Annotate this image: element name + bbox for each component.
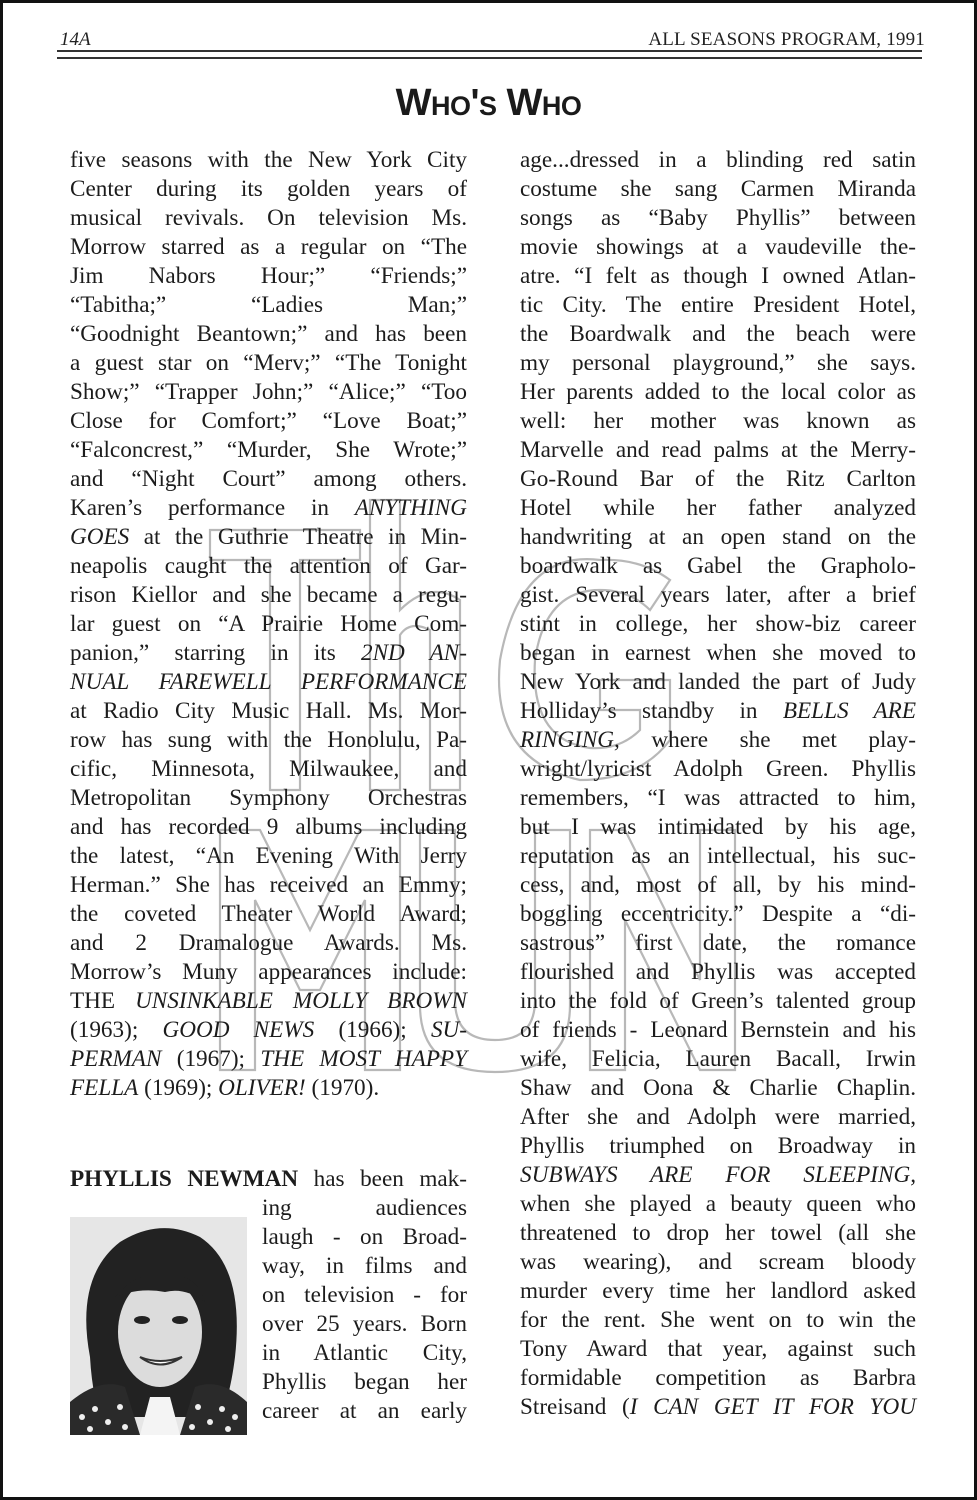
text-line: Morrow starred as a regular on “The (70, 234, 467, 260)
text-line: RINGING, where she met play- (520, 727, 916, 753)
text-line: the coveted Theater World Award; (70, 901, 467, 927)
text-line: rison Kiellor and she became a regu- (70, 582, 467, 608)
text-line: stint in college, her show-biz career (520, 611, 916, 637)
text-line: into the fold of Green’s talented group (520, 988, 916, 1014)
text-line: cess, and, most of all, by his mind- (520, 872, 916, 898)
text-line: murder every time her landlord asked (520, 1278, 916, 1304)
left-column-text (70, 146, 467, 1103)
text-line: “Tabitha;” “Ladies Man;” (70, 292, 467, 318)
text-line: After she and Adolph were married, (520, 1104, 916, 1130)
text-line: Phyllis triumphed on Broadway in (520, 1133, 916, 1159)
text-line: gist. Several years later, after a brief (520, 582, 916, 608)
text-line: and “Night Court” among others. (70, 466, 467, 492)
text-line: way, in films and (262, 1253, 467, 1279)
text-line: when she played a beauty queen who (520, 1191, 916, 1217)
portrait-image (70, 1217, 247, 1435)
text-line: for the rent. She went on to win the (520, 1307, 916, 1333)
text-line: career at an early (262, 1398, 467, 1424)
text-line: well: her mother was known as (520, 408, 916, 434)
text-line: age...dressed in a blinding red satin (520, 147, 916, 173)
text-line: of friends - Leonard Bernstein and his (520, 1017, 916, 1043)
publication-title: ALL SEASONS PROGRAM, 1991 (648, 29, 925, 50)
page-title: Who's Who (395, 82, 582, 124)
text-line: tic City. The entire President Hotel, (520, 292, 916, 318)
text-line: Herman.” She has received an Emmy; (70, 872, 467, 898)
text-line: over 25 years. Born (262, 1311, 467, 1337)
text-line: formidable competition as Barbra (520, 1365, 916, 1391)
text-line: New York and landed the part of Judy (520, 669, 916, 695)
text-line: wright/lyricist Adolph Green. Phyllis (520, 756, 916, 782)
text-line: Morrow’s Muny appearances include: (70, 959, 467, 985)
text-line: Shaw and Oona & Charlie Chaplin. (520, 1075, 916, 1101)
text-line: Go-Round Bar of the Ritz Carlton (520, 466, 916, 492)
text-line: sastrous” first date, the romance (520, 930, 916, 956)
text-line: on television - for (262, 1282, 467, 1308)
text-line: boggling eccentricity.” Despite a “di- (520, 901, 916, 927)
text-line: PERMAN (1967); THE MOST HAPPY (70, 1046, 467, 1072)
text-line: Karen’s performance in ANYTHING (70, 495, 467, 521)
text-line: my personal playground,” she says. (520, 350, 916, 376)
text-line: but I was intimidated by his age, (520, 814, 916, 840)
right-column-text (520, 146, 916, 1422)
text-line: Center during its golden years of (70, 176, 467, 202)
text-line: remembers, “I was attracted to him, (520, 785, 916, 811)
text-line: Her parents added to the local color as (520, 379, 916, 405)
text-line: movie showings at a vaudeville the- (520, 234, 916, 260)
text-line: atre. “I felt as though I owned Atlan- (520, 263, 916, 289)
text-line: Jim Nabors Hour;” “Friends;” (70, 263, 467, 289)
text-line: musical revivals. On television Ms. (70, 205, 467, 231)
text-line: wife, Felicia, Lauren Bacall, Irwin (520, 1046, 916, 1072)
text-line: Phyllis began her (262, 1369, 467, 1395)
text-line: NUAL FAREWELL PERFORMANCE (70, 669, 467, 695)
text-line: “Goodnight Beantown;” and has been (70, 321, 467, 347)
text-line: (1963); GOOD NEWS (1966); SU- (70, 1017, 467, 1043)
text-line: panion,” starring in its 2ND AN- (70, 640, 467, 666)
text-line: Metropolitan Symphony Orchestras (70, 785, 467, 811)
text-line: neapolis caught the attention of Gar- (70, 553, 467, 579)
text-line: Close for Comfort;” “Love Boat;” (70, 408, 467, 434)
text-line: reputation as an intellectual, his suc- (520, 843, 916, 869)
text-line: a guest star on “Merv;” “The Tonight (70, 350, 467, 376)
text-line: row has sung with the Honolulu, Pa- (70, 727, 467, 753)
text-line: laugh - on Broad- (262, 1224, 467, 1250)
text-line: FELLA (1969); OLIVER! (1970). (70, 1075, 380, 1101)
text-line: cific, Minnesota, Milwaukee, and (70, 756, 467, 782)
text-line: SUBWAYS ARE FOR SLEEPING, (520, 1162, 916, 1188)
text-line: THE UNSINKABLE MOLLY BROWN (70, 988, 468, 1014)
portrait-photo (70, 1217, 247, 1435)
bio-first-line-text: has been mak- (298, 1166, 468, 1192)
text-line: Streisand (I CAN GET IT FOR YOU (520, 1394, 916, 1420)
text-line: in Atlantic City, (262, 1340, 467, 1366)
text-line: Tony Award that year, against such (520, 1336, 916, 1362)
text-line: Show;” “Trapper John;” “Alice;” “Too (70, 379, 467, 405)
bio-name: PHYLLIS NEWMAN (70, 1166, 299, 1192)
text-line: handwriting at an open stand on the (520, 524, 916, 550)
text-line: “Falconcrest,” “Murder, She Wrote;” (70, 437, 467, 463)
bio-wrapped-text (262, 1194, 467, 1426)
text-line: began in earnest when she moved to (520, 640, 916, 666)
text-line: Hotel while her father analyzed (520, 495, 916, 521)
text-line: five seasons with the New York City (70, 147, 467, 173)
text-line: Marvelle and read palms at the Merry- (520, 437, 916, 463)
text-line: the Boardwalk and the beach were (520, 321, 916, 347)
text-line: boardwalk as Gabel the Grapholo- (520, 553, 916, 579)
text-line: was wearing), and scream bloody (520, 1249, 916, 1275)
bio-phyllis-newman (70, 1165, 468, 1424)
text-line: the latest, “An Evening With Jerry (70, 843, 467, 869)
text-line: songs as “Baby Phyllis” between (520, 205, 916, 231)
text-line: ing audiences (262, 1195, 467, 1221)
page-number: 14A (60, 29, 91, 50)
text-line: threatened to drop her towel (all she (520, 1220, 916, 1246)
running-header (60, 25, 925, 49)
text-line: and 2 Dramalogue Awards. Ms. (70, 930, 467, 956)
header-rule-top (57, 50, 922, 52)
text-line: lar guest on “A Prairie Home Com- (70, 611, 467, 637)
text-line: GOES at the Guthrie Theatre in Min- (70, 524, 467, 550)
text-line: flourished and Phyllis was accepted (520, 959, 916, 985)
text-line: at Radio City Music Hall. Ms. Mor- (70, 698, 467, 724)
text-line: Holliday’s standby in BELLS ARE (520, 698, 917, 724)
text-line: costume she sang Carmen Miranda (520, 176, 916, 202)
text-line: and has recorded 9 albums including (70, 814, 467, 840)
header-rule-bottom (57, 57, 922, 59)
bio-first-line (70, 1165, 467, 1194)
